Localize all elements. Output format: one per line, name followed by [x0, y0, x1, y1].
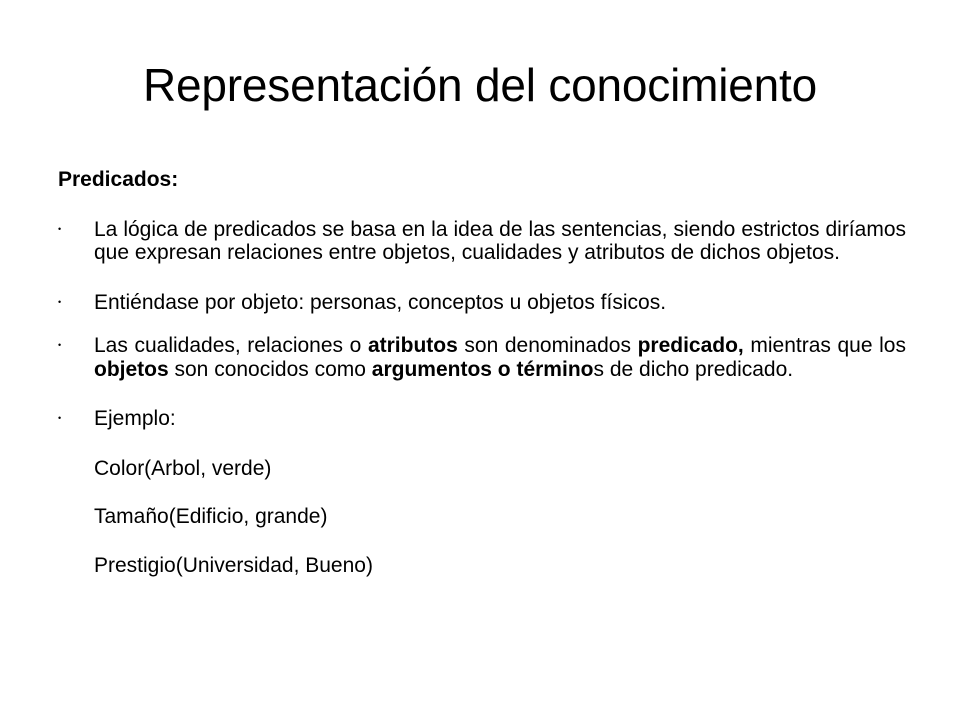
bullet-item-predicate-logic — [58, 218, 906, 265]
bullet-text-part: mientras que los — [743, 334, 906, 358]
example-line-color: Color(Arbol, verde) — [94, 456, 272, 480]
slide-content — [58, 168, 906, 602]
bullet-text: La lógica de predicados se basa en la idea de las sentencias, siendo estrictos diríamos que expresan relaciones entre objetos, cualidades y atributos de dichos objetos. — [94, 217, 906, 265]
emphasis-attributes: atributos — [367, 334, 458, 358]
bullet-icon: • — [58, 340, 62, 351]
bullet-icon: • — [58, 223, 62, 234]
example-line-size: Tamaño(Edificio, grande) — [94, 505, 328, 529]
emphasis-objects: objetos — [94, 357, 169, 381]
bullet-text: Entiéndase por objeto: personas, conceptos u objetos físicos. — [94, 290, 667, 314]
bullet-item-object-definition — [58, 291, 906, 315]
bullet-text-part: Las cualidades, relaciones o — [94, 334, 368, 358]
bullet-text-part: son conocidos como — [168, 357, 372, 381]
bullet-icon: • — [58, 296, 62, 307]
example-line-prestige: Prestigio(Universidad, Bueno) — [94, 553, 373, 577]
bullet-text-part: s de dicho predicado. — [593, 357, 794, 381]
bullet-item-qualities-relations — [58, 334, 906, 381]
slide-title: Representación del conocimiento — [143, 59, 817, 111]
section-heading: Predicados: — [58, 168, 179, 191]
bullet-text-part: son denominados — [457, 334, 638, 358]
bullet-text: Ejemplo: — [94, 407, 176, 431]
bullet-icon: • — [58, 413, 62, 424]
emphasis-arguments-terms: argumentos o término — [371, 357, 594, 381]
emphasis-predicate: predicado, — [637, 334, 744, 358]
bullet-item-example — [58, 407, 906, 431]
